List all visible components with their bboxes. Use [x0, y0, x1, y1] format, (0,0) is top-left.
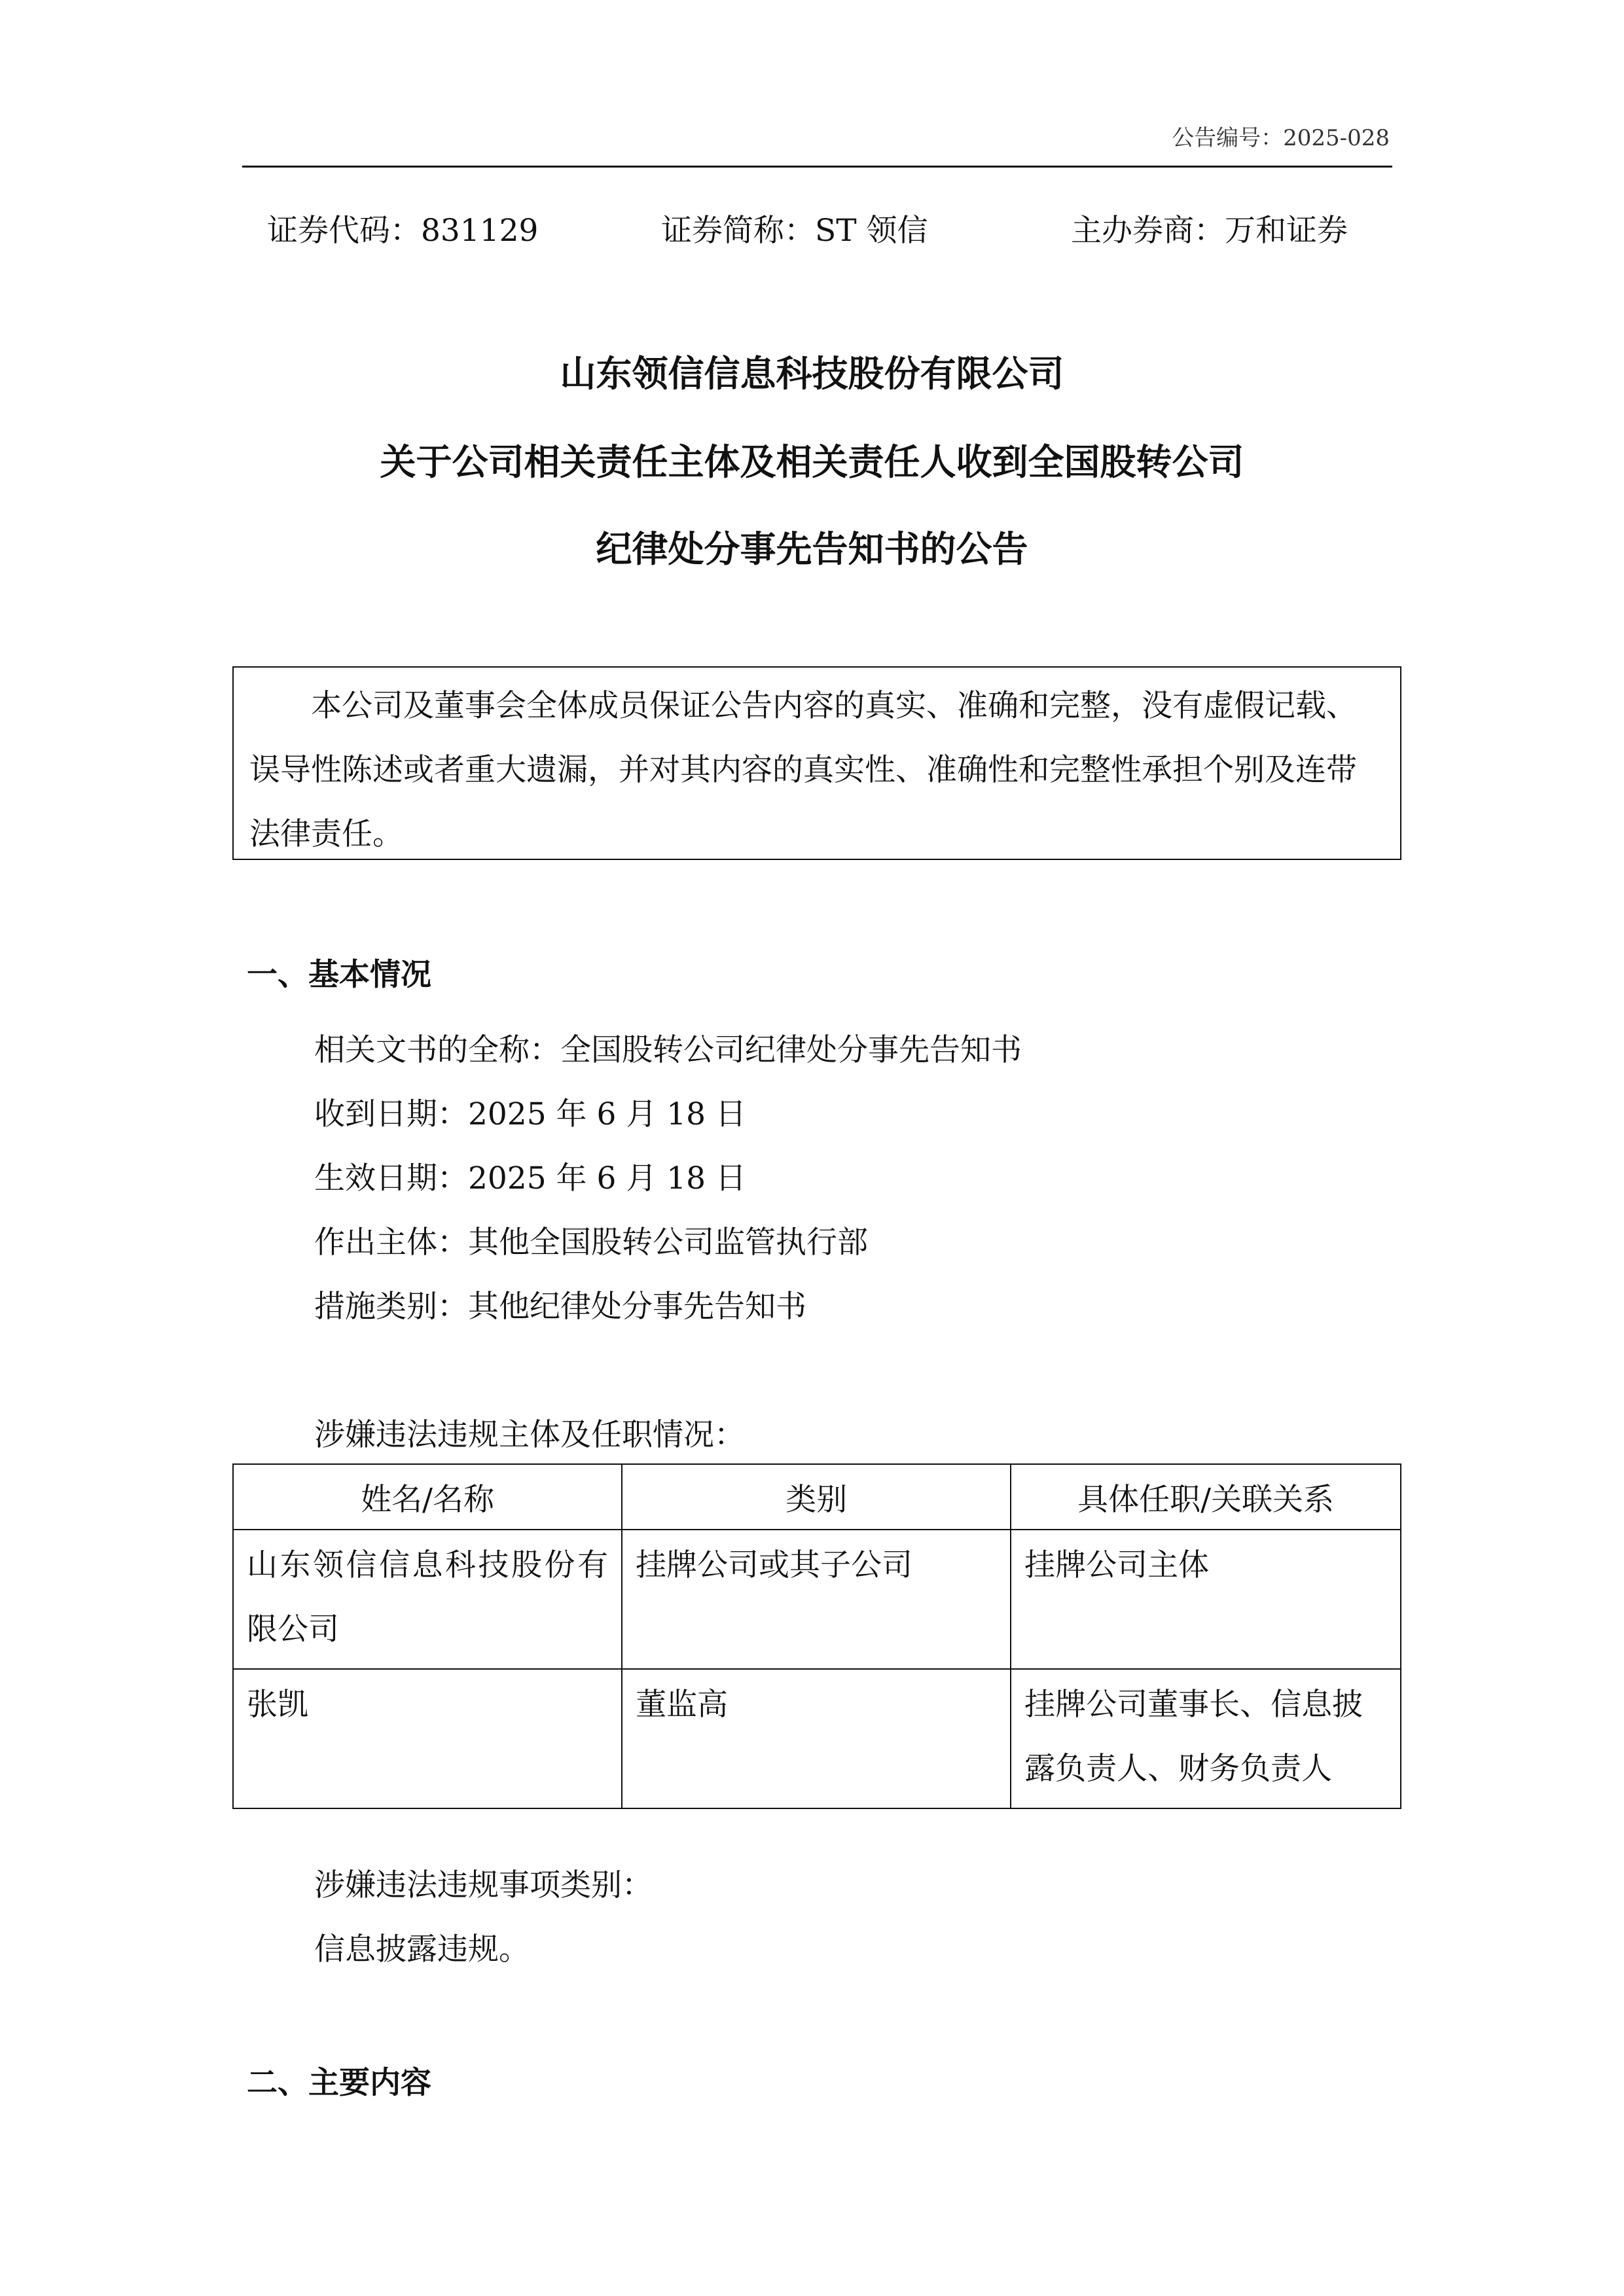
- column-header-category: 类别: [622, 1464, 1011, 1530]
- table-row: [233, 1530, 1401, 1669]
- measure-type: 措施类别：其他纪律处分事先告知书: [314, 1289, 806, 1325]
- cell-category: 董监高: [622, 1669, 1011, 1808]
- security-abbr: 证券简称：ST 领信: [661, 213, 928, 249]
- column-header-name: 姓名/名称: [233, 1464, 622, 1530]
- violators-table: [232, 1463, 1401, 1809]
- subjects-label: 涉嫌违法违规主体及任职情况：: [314, 1417, 745, 1453]
- effective-date: 生效日期：2025 年 6 月 18 日: [314, 1160, 747, 1196]
- received-date: 收到日期：2025 年 6 月 18 日: [314, 1096, 747, 1132]
- violation-type: 信息披露违规。: [314, 1931, 530, 1967]
- cell-position: 挂牌公司董事长、信息披露负责人、财务负责人: [1011, 1669, 1401, 1808]
- title-line-3: 纪律处分事先告知书的公告: [596, 528, 1028, 570]
- table-header-row: [233, 1464, 1401, 1530]
- title-line-1: 山东领信信息科技股份有限公司: [560, 352, 1064, 395]
- issuing-body: 作出主体：其他全国股转公司监管执行部: [314, 1225, 868, 1261]
- violation-type-label: 涉嫌违法违规事项类别：: [314, 1867, 653, 1903]
- responsibility-statement-box: [232, 666, 1401, 860]
- cell-position: 挂牌公司主体: [1011, 1530, 1401, 1669]
- responsibility-statement: 本公司及董事会全体成员保证公告内容的真实、准确和完整，没有虚假记载、误导性陈述或者重大遗漏，并对其内容的真实性、准确性和完整性承担个别及连带法律责任。: [249, 688, 1357, 852]
- cell-name: 张凯: [233, 1669, 622, 1808]
- security-code: 证券代码：831129: [267, 213, 539, 249]
- section-2-heading: 二、主要内容: [247, 2065, 431, 2101]
- cell-category: 挂牌公司或其子公司: [622, 1530, 1011, 1669]
- document-name: 相关文书的全称：全国股转公司纪律处分事先告知书: [314, 1032, 1022, 1068]
- column-header-position: 具体任职/关联关系: [1011, 1464, 1401, 1530]
- cell-name: 山东领信信息科技股份有限公司: [233, 1530, 622, 1669]
- sponsor-broker: 主办券商：万和证券: [1071, 213, 1348, 249]
- header-divider: [242, 166, 1392, 168]
- title-line-2: 关于公司相关责任主体及相关责任人收到全国股转公司: [380, 440, 1244, 483]
- table-row: [233, 1669, 1401, 1808]
- section-1-heading: 一、基本情况: [247, 957, 431, 993]
- notice-number: 公告编号：2025-028: [1172, 125, 1390, 151]
